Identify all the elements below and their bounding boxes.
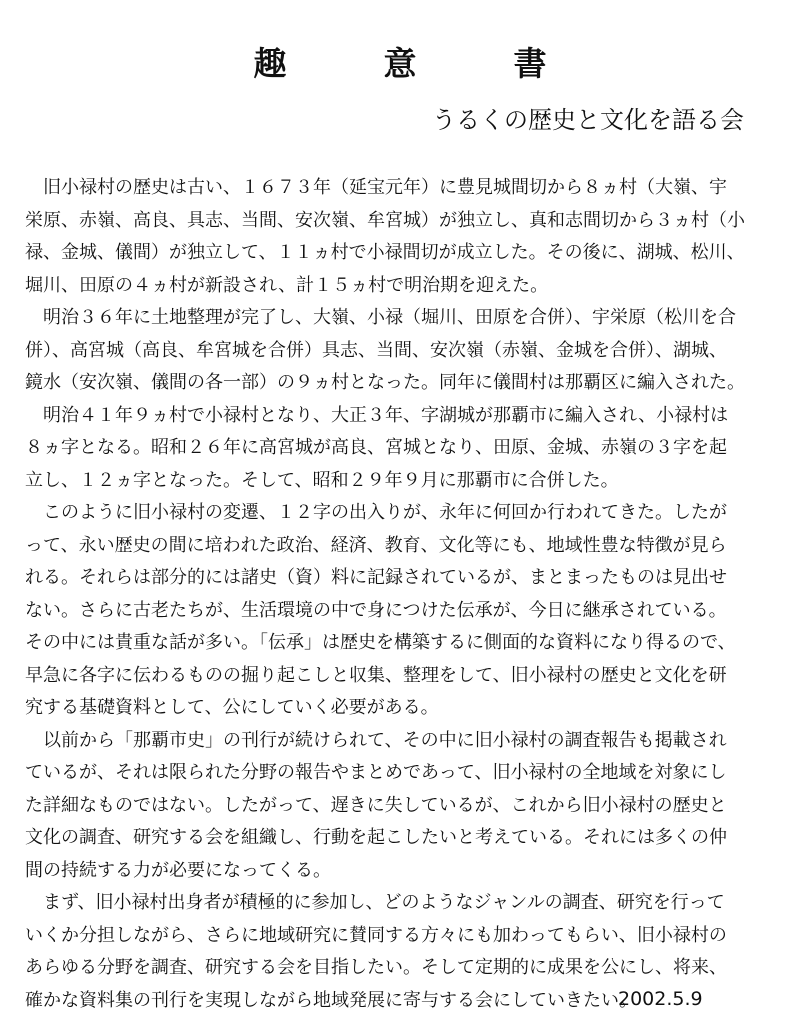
- text-line: ８ヵ字となる。昭和２６年に高宮城が高良、宮城となり、田原、金城、赤嶺の３字を起: [25, 437, 727, 458]
- text-line: た詳細なものではない。したがって、遅きに失しているが、これから旧小禄村の歴史と: [25, 794, 727, 816]
- text-line: 明治４１年９ヵ村で小禄村となり、大正３年、字湖城が那覇市に編入され、小禄村は: [25, 404, 729, 426]
- text-line: 併）、高宮城（高良、牟宮城を合併）具志、当間、安次嶺（赤嶺、金城を合併）、湖城、: [25, 339, 727, 361]
- text-line: あらゆる分野を調査、研究する会を目指したい。そして定期的に成果を公にし、将来、: [25, 957, 727, 978]
- text-line: 堀川、田原の４ヵ村が新設され、計１５ヵ村で明治期を迎えた。: [25, 274, 549, 296]
- text-line: いくか分担しながら、さらに地域研究に賛同する方々にも加わってもらい、旧小禄村の: [25, 924, 727, 946]
- text-line: 栄原、赤嶺、高良、具志、当間、安次嶺、牟宮城）が独立し、真和志間切から３ヵ村（小: [25, 209, 745, 231]
- organization-name: うるくの歴史と文化を語る会: [432, 106, 744, 134]
- document-title: [0, 38, 800, 85]
- paragraph-3: [25, 400, 785, 498]
- document-date: 2002.5.9: [618, 988, 703, 1010]
- body-text: [25, 172, 785, 1017]
- text-line: 間の持続する力が必要になってくる。: [25, 859, 331, 881]
- text-line: 確かな資料集の刊行を実現しながら地域発展に寄与する会にしていきたい。: [25, 989, 637, 1011]
- text-line: 文化の調査、研究する会を組織し、行動を起こしたいと考えている。それには多くの仲: [25, 827, 727, 848]
- text-line: って、永い歴史の間に培われた政治、経済、教育、文化等にも、地域性豊な特徴が見ら: [25, 534, 727, 556]
- text-line: 鏡水（安次嶺、儀間の各一部）の９ヵ村となった。同年に儀間村は那覇区に編入された。: [25, 372, 745, 393]
- text-line: れる。それらは部分的には諸史（資）料に記録されているが、まとまったものは見出せ: [25, 567, 727, 588]
- paragraph-2: [25, 302, 785, 400]
- text-line: ているが、それは限られた分野の報告やまとめであって、旧小禄村の全地域を対象にし: [25, 762, 727, 783]
- title-char: 書: [513, 44, 547, 83]
- text-line: 立し、１２ヵ字となった。そして、昭和２９年９月に那覇市に合併した。: [25, 469, 619, 491]
- paragraph-1: [25, 172, 785, 302]
- text-line: 旧小禄村の歴史は古い、１６７３年（延宝元年）に豊見城間切から８ヵ村（大嶺、宇: [25, 177, 727, 198]
- text-line: ない。さらに古老たちが、生活環境の中で身につけた伝承が、今日に継承されている。: [25, 599, 727, 621]
- text-line: 以前から「那覇市史」の刊行が続けられて、その中に旧小禄村の調査報告も掲載され: [25, 729, 727, 751]
- text-line: その中には貴重な話が多い。「伝承」は歴史を構築するに側面的な資料になり得るので、: [25, 632, 736, 653]
- text-line: 禄、金城、儀間）が独立して、１１ヵ村で小禄間切が成立した。その後に、湖城、松川、: [25, 242, 745, 263]
- paragraph-4: [25, 497, 785, 725]
- text-line: 早急に各字に伝わるものの掘り起こしと収集、整理をして、旧小禄村の歴史と文化を研: [25, 664, 727, 686]
- text-line: このように旧小禄村の変遷、１２字の出入りが、永年に何回か行われてきた。したが: [25, 502, 727, 523]
- paragraph-5: [25, 725, 785, 888]
- title-char: 意: [383, 44, 417, 83]
- text-line: 究する基礎資料として、公にしていく必要がある。: [25, 697, 439, 718]
- text-line: 明治３６年に土地整理が完了し、大嶺、小禄（堀川、田原を合併）、宇栄原（松川を合: [25, 307, 736, 328]
- text-line: まず、旧小禄村出身者が積極的に参加し、どのようなジャンルの調査、研究を行って: [25, 892, 725, 913]
- title-char: 趣: [253, 44, 287, 83]
